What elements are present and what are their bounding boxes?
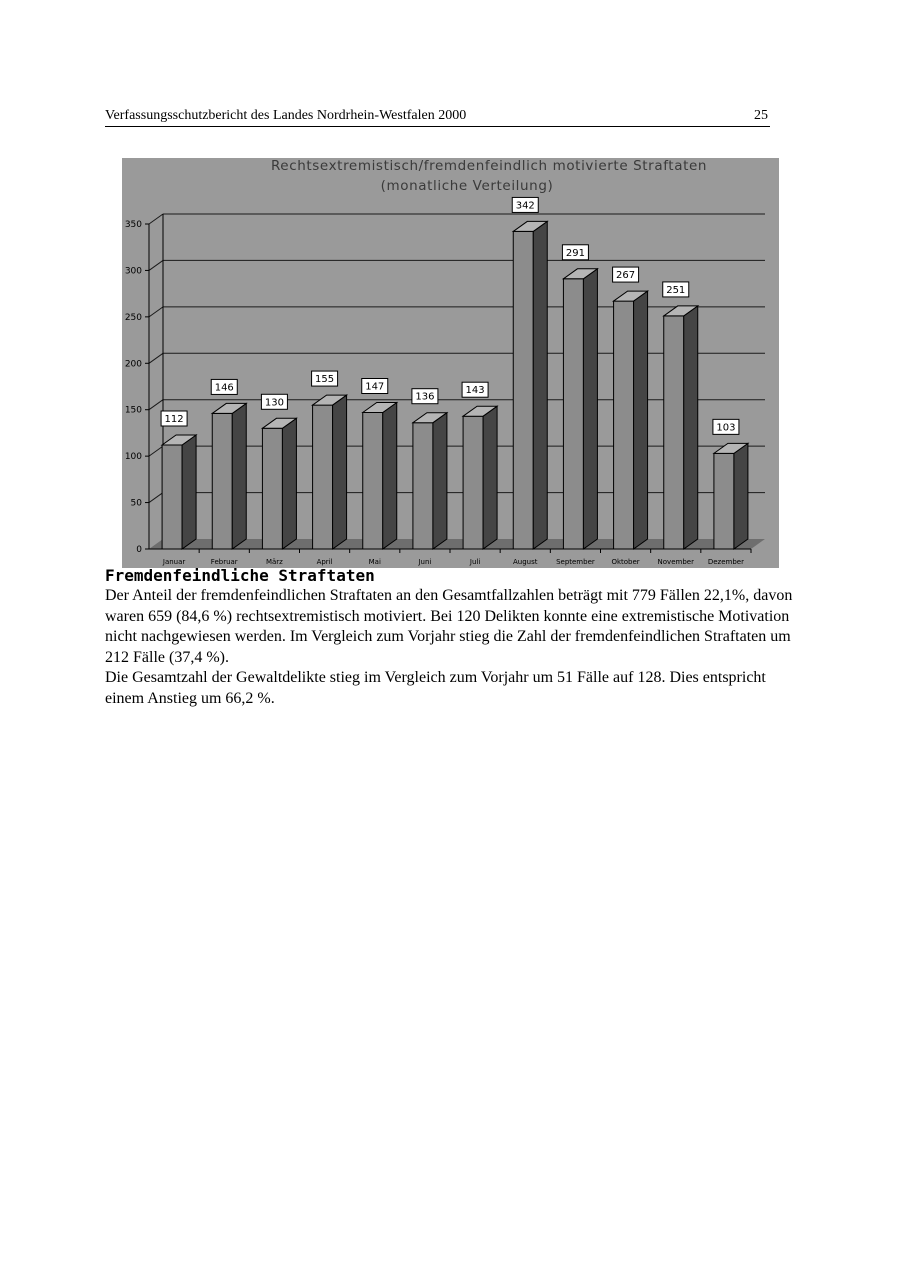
bar-side xyxy=(333,395,347,549)
data-label: 291 xyxy=(565,247,585,259)
data-label: 103 xyxy=(716,422,736,434)
bar-side xyxy=(684,306,698,549)
data-label: 136 xyxy=(415,391,435,403)
bar xyxy=(664,316,684,549)
paragraph-2: Die Gesamtzahl der Gewaltdelikte stieg im Vergleich zum Vorjahr um 51 Fälle auf 128. Dies entspricht einem Anstieg um 66,2 %. xyxy=(105,669,766,707)
bar-side xyxy=(182,435,196,549)
y-tick-label: 300 xyxy=(124,266,142,277)
bar-side xyxy=(483,406,497,549)
x-tick-label: Juni xyxy=(418,558,432,566)
bar-chart xyxy=(122,158,779,568)
data-label: 155 xyxy=(315,374,335,386)
bar xyxy=(563,279,583,549)
bar xyxy=(162,445,182,549)
y-tick-label: 50 xyxy=(130,498,142,509)
bar-side xyxy=(734,443,748,549)
bar xyxy=(463,416,483,549)
data-label: 147 xyxy=(365,381,385,393)
page-header xyxy=(105,108,770,127)
data-label: 130 xyxy=(264,397,284,409)
x-tick-label: April xyxy=(316,558,333,566)
bar xyxy=(262,428,282,549)
paragraph-1: Der Anteil der fremdenfeindlichen Straftaten an den Gesamtfallzahlen beträgt mit 779 Fällen 22,1%, davon waren 659 (84,6 %) rechtsextremistisch motiviert. Bei 120 Delikten konnte eine extremistische Motivation nicht nachgewiesen werden. Im Vergleich zum Vorjahr stieg die Zahl der fremdenfeindlichen Straftaten um 212 Fälle (37,4 %). xyxy=(105,587,793,666)
body-text xyxy=(105,586,805,709)
data-label: 112 xyxy=(164,414,184,425)
bar xyxy=(413,423,433,549)
bar-side xyxy=(383,403,397,550)
page-number: 25 xyxy=(754,108,768,123)
y-tick-label: 100 xyxy=(124,452,142,463)
x-tick-label: März xyxy=(265,558,283,566)
section-heading: Fremdenfeindliche Straftaten xyxy=(105,566,375,585)
data-label: 143 xyxy=(465,385,485,397)
y-tick-label: 0 xyxy=(136,545,142,555)
chart-subtitle: (monatliche Verteilung) xyxy=(380,178,554,194)
x-tick-label: Oktober xyxy=(611,558,640,566)
bar xyxy=(614,301,634,549)
data-label: 342 xyxy=(515,200,535,212)
bar-side xyxy=(433,413,447,549)
bar xyxy=(212,413,232,549)
x-tick-label: Februar xyxy=(210,558,238,566)
y-tick-label: 150 xyxy=(124,405,142,416)
bar xyxy=(313,405,333,549)
bar-side xyxy=(583,269,597,549)
y-tick-label: 350 xyxy=(124,220,142,230)
bar xyxy=(363,413,383,550)
data-label: 251 xyxy=(666,284,686,296)
x-tick-label: Januar xyxy=(162,558,186,566)
bar-side xyxy=(282,418,296,549)
bar xyxy=(513,231,533,549)
x-tick-label: August xyxy=(513,558,538,566)
y-tick-label: 200 xyxy=(124,359,142,370)
bar-side xyxy=(533,221,547,549)
report-title: Verfassungsschutzbericht des Landes Nordrhein-Westfalen 2000 xyxy=(105,108,467,123)
chart-title: Rechtsextremistisch/fremdenfeindlich motivierte Straftaten xyxy=(270,158,708,174)
bar-side xyxy=(634,291,648,549)
x-tick-label: Juli xyxy=(469,558,481,566)
data-label: 267 xyxy=(616,270,636,282)
chart-svg xyxy=(122,158,779,568)
bar-side xyxy=(232,403,246,549)
x-tick-label: Mai xyxy=(368,558,381,566)
x-tick-label: Dezember xyxy=(707,558,744,566)
bar xyxy=(714,453,734,549)
y-tick-label: 250 xyxy=(124,312,142,323)
x-tick-label: November xyxy=(657,558,694,566)
x-tick-label: September xyxy=(556,558,595,566)
data-label: 146 xyxy=(214,382,234,394)
